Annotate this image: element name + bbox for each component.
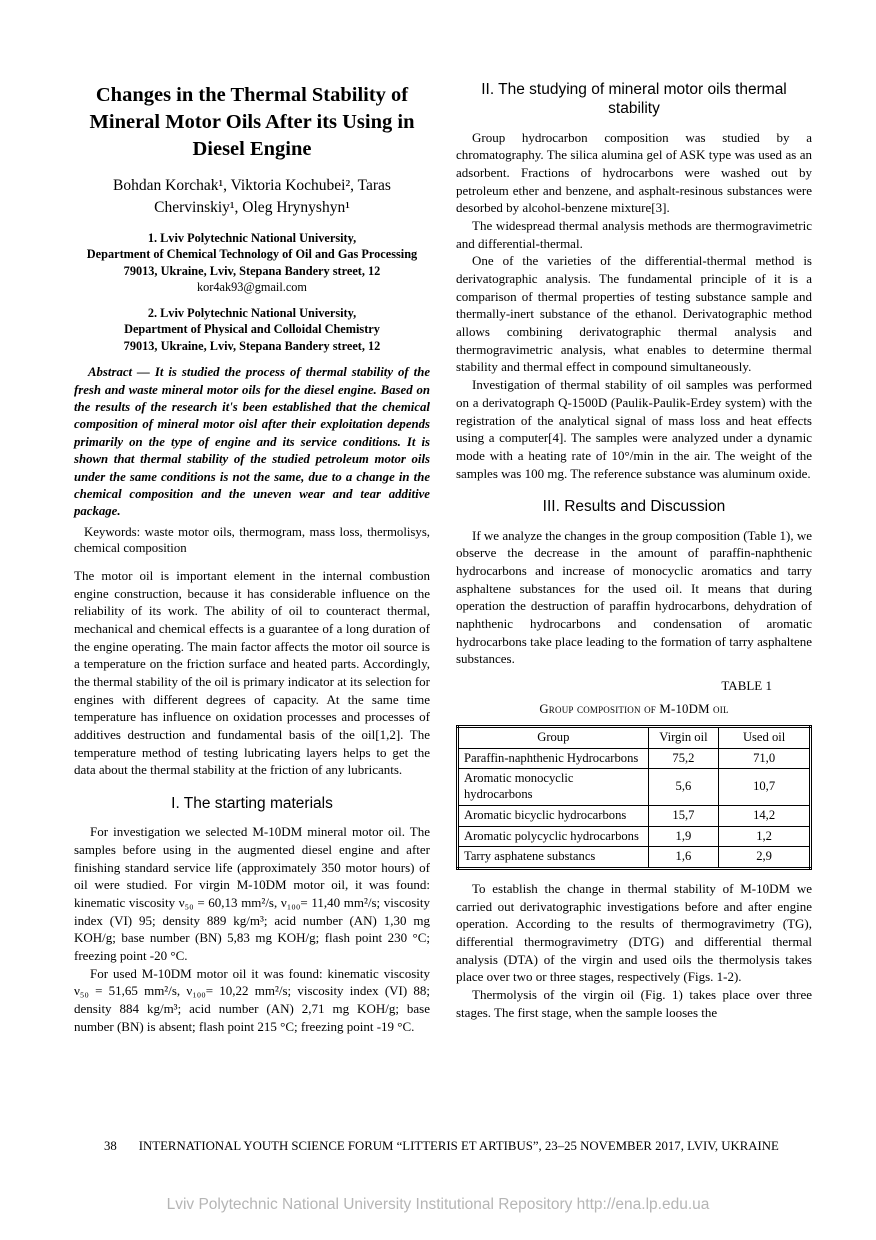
table-header-virgin-oil: Virgin oil [648,726,719,748]
table-row [458,748,811,769]
authors: Bohdan Korchak¹, Viktoria Kochubei², Taras Chervinskiy¹, Oleg Hrynyshyn¹ [113,177,391,216]
table-header-row [458,726,811,748]
affiliation-2-line-2: Department of Physical and Colloidal Chemistry [124,322,380,337]
table-row [458,826,811,847]
section-1-paragraph-1: For investigation we selected M-10DM mineral motor oil. The samples before using in the augmented diesel engine and after finishing standard service life (approximately 350 motor hours) of oil were studied. For virgin M-10DM motor oil, it was found: kinematic viscosity ν₅₀ = 60,13 mm²/s, ν₁₀₀= 11,40 mm²/s; viscosity index (VI) 95; density 889 kg/m³; acid number (AN) 1,30 mg KOH/g; base number (BN) 5,83 mg KOH/g; flash point 230 °C; freezing point -20 °C. [74,824,430,964]
table-1-caption: Group composition of M-10DM oil [539,701,729,716]
affiliation-1-line-1: 1. Lviv Polytechnic National University, [147,230,357,245]
table-cell-used: 14,2 [719,805,811,826]
table-cell-group: Aromatic polycyclic hydrocarbons [458,826,649,847]
section-2-paragraph-1: Group hydrocarbon composition was studied by a chromatography. The silica alumina gel of ASK type was used as an adsorbent. Fractions of hydrocarbons were washed out by petroleum ether and benzene, and asphalt-resinous substances were desorbed by alcohol-benzene mixture[3]. [456,129,812,216]
section-3-paragraph-1: If we analyze the changes in the group composition (Table 1), we observe the decrease in the amount of paraffin-naphthenic hydrocarbons and increase of monocyclic aromatics and tarry asphaltene substances for the used oil. It means that during operation the destruction of paraffin hydrocarbons, dehydration of naphthenic hydrocarbons and condensation of aromatic hydrocarbons take place leading to the formation of tarry asphaltene substances. [456,527,812,667]
table-cell-virgin: 15,7 [648,805,719,826]
table-cell-used: 1,2 [719,826,811,847]
section-2-paragraph-4: Investigation of thermal stability of oil samples was performed on a derivatograph Q-1500D (Paulik-Paulik-Erdey system) with the registration of the analytical signal of mass loss and heat effects using a computer[4]. The samples were analyzed under a dynamic mode with a heating rate of 10°/min in the air. The weight of the samples was 100 mg. The reference substance was aluminum oxide. [456,377,812,481]
page-number: 38 [104,1139,117,1153]
section-3-heading: III. Results and Discussion [542,498,726,516]
table-header-used-oil: Used oil [719,726,811,748]
affiliation-1-line-2: Department of Chemical Technology of Oil and Gas Processing [86,247,418,262]
table-cell-group: Tarry asphatene substancs [458,847,649,869]
table-1-label: TABLE 1 [721,677,772,693]
table-row [458,769,811,805]
affiliation-2-line-1: 2. Lviv Polytechnic National University, [147,305,357,320]
table-cell-virgin: 5,6 [648,769,719,805]
author-email: kor4ak93@gmail.com [196,280,308,295]
section-1-heading: I. The starting materials [171,795,333,812]
table-cell-used: 2,9 [719,847,811,869]
table-row [458,847,811,869]
page-footer [74,1139,812,1154]
table-cell-used: 10,7 [719,769,811,805]
section-1-paragraph-2: For used M-10DM motor oil it was found: kinematic viscosity ν₅₀ = 51,65 mm²/s, ν₁₀₀= 10,22 mm²/s; viscosity index (VI) 88; density 884 kg/m³; acid number (AN) 2,71 mg KOH/g; base number (BN) is absent; flash point 215 °C; freezing point -19 °C. [74,965,430,1034]
table-cell-group: Paraffin-naphthenic Hydrocarbons [458,748,649,769]
section-3-paragraph-2: To establish the change in thermal stability of M-10DM we carried out derivatographic investigations before and after engine operation. According to the results of thermogravimetry (TG), differential thermogravimetry (DTG) and differential thermal analysis (DTA) of the virgin and used oils the thermolysis takes place over two or three stages, respectively (Figs. 1-2). [456,881,812,985]
table-header-group: Group [458,726,649,748]
intro-paragraph: The motor oil is important element in the internal combustion engine construction, because it has considerable influence on the reliability of its work. The ability of oil to counteract thermal, mechanical and chemical effects is a guarantee of a long duration of the engine operating. The main factor affects the motor oil source is a temperature on the friction surface and heated parts. Accordingly, the thermal stability of the oil is primary indicator at its selection for engines with different degrees of capacity. At the same time temperature has influence on oxidation processes and processes of additives destruction and fundamental basis of the oil[1,2]. The temperature method of testing lubricating layers helps to get the data about the thermal stability at the friction of any lubricants. [74,567,430,778]
section-2-paragraph-3: One of the varieties of the differential-thermal method is derivatographic analysis. The fundamental principle of it is a comparison of thermal properties of testing substance sample and thermally-inert substance of the ethanol. Derivatographic method allows combining derivatographic thermal analysis and thermogravimetric analysis, what enables to determine thermal stability and thermal effect in compound simultaneously. [456,253,812,375]
right-column [456,78,812,1021]
table-row [458,805,811,826]
table-cell-group: Aromatic bicyclic hydrocarbons [458,805,649,826]
table-cell-used: 71,0 [719,748,811,769]
section-2-heading: II. The studying of mineral motor oils thermal stability [481,81,787,118]
paper-title: Changes in the Thermal Stability of Mineral Motor Oils After its Using in Diesel Engine [89,84,415,161]
affiliation-2 [74,305,430,354]
section-3-paragraph-3: Thermolysis of the virgin oil (Fig. 1) takes place over three stages. The first stage, when the sample looses the [456,987,812,1020]
left-column [74,78,430,1035]
footer-conference-text: INTERNATIONAL YOUTH SCIENCE FORUM “LITTERIS ET ARTIBUS”, 23–25 NOVEMBER 2017, LVIV, UKRAINE [138,1139,779,1153]
affiliation-1-line-3: 79013, Ukraine, Lviv, Stepana Bandery street, 12 [123,263,381,278]
abstract: Abstract — It is studied the process of thermal stability of the fresh and waste mineral motor oils for the diesel engine. Based on the results of the research it's been established that the chemical composition of mineral motor oisl after their exploitation depends primarily on the type of engine and its service conditions. It is shown that thermal stability of the studied petroleum motor oils under the same conditions is not the same, due to a change in the chemical composition and the uneven wear and tear additive package. [74,365,430,519]
section-2-paragraph-2: The widespread thermal analysis methods are thermogravimetric and differential-thermal. [456,218,812,251]
keywords: Keywords: waste motor oils, thermogram, mass loss, thermolisys, chemical composition [74,524,430,556]
affiliation-2-line-3: 79013, Ukraine, Lviv, Stepana Bandery street, 12 [123,338,381,353]
table-cell-group: Aromatic monocyclic hydrocarbons [458,769,649,805]
table-cell-virgin: 1,9 [648,826,719,847]
two-column-layout [74,78,812,1035]
repository-watermark: Lviv Polytechnic National University Institutional Repository http://ena.lp.edu.ua [166,1196,710,1213]
table-1 [456,725,812,870]
table-cell-virgin: 75,2 [648,748,719,769]
affiliation-1 [74,230,430,296]
table-cell-virgin: 1,6 [648,847,719,869]
